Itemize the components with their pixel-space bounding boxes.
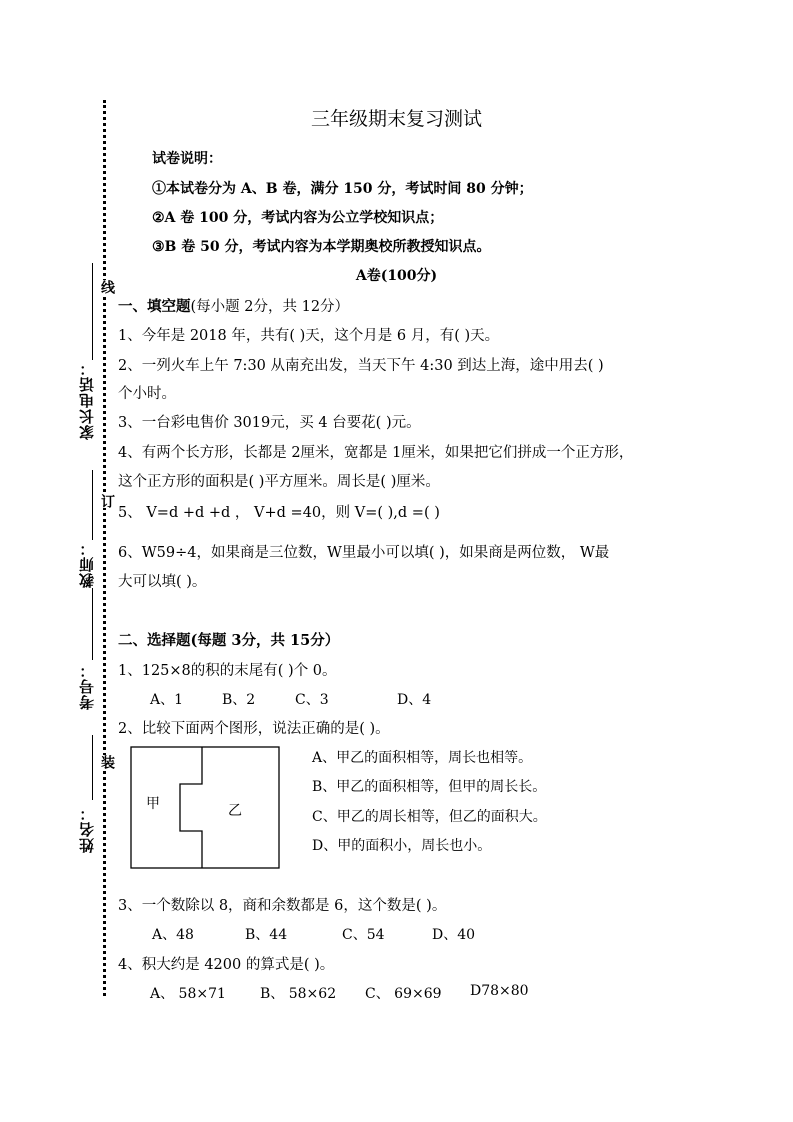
section1-heading — [118, 295, 349, 316]
q3-option-a: A、48 — [152, 927, 194, 943]
figure-divider — [180, 747, 202, 868]
binding-mark-zhuang: 装 — [99, 755, 115, 769]
q1-option-c: C、3 — [295, 692, 329, 708]
q2-option-b: B、甲乙的面积相等，但甲的周长长。 — [312, 779, 547, 795]
q2-option-c: C、甲乙的周长相等，但乙的面积大。 — [312, 809, 547, 825]
fill-q2-cont: 个小时。 — [118, 386, 176, 402]
choice-q3: 3、一个数除以 8，商和余数都是 6，这个数是( )。 — [118, 898, 447, 914]
instruction-2: ②A 卷 100 分，考试内容为公立学校知识点； — [152, 210, 444, 226]
section2-heading — [118, 629, 339, 650]
choice-q2: 2、比较下面两个图形，说法正确的是( )。 — [118, 721, 390, 737]
q4-option-c: C、 69×69 — [365, 986, 442, 1002]
paper-a-heading: A卷(100分) — [355, 268, 438, 284]
name-underline — [92, 735, 93, 800]
teacher-underline — [92, 470, 93, 540]
fill-q5: 5、 V=d +d +d ， V+d =40，则 V=( ),d =( ) — [118, 505, 440, 521]
section1-note: (每小题 2分，共 12分） — [190, 299, 350, 315]
fill-q1: 1、今年是 2018 年，共有( )天，这个月是 6 月，有( )天。 — [118, 328, 500, 344]
margin-label-phone: 家长电话： — [78, 360, 96, 440]
figure-label-yi: 乙 — [228, 803, 242, 819]
instructions-heading: 试卷说明： — [152, 151, 222, 167]
examno-underline — [92, 638, 93, 660]
section1-title: 一、填空题 — [118, 298, 191, 315]
q1-option-b: B、2 — [222, 692, 256, 708]
q2-option-a: A、甲乙的面积相等，周长也相等。 — [312, 750, 533, 766]
margin-label-teacher: 教师： — [78, 540, 96, 588]
teacher-underline-2 — [92, 588, 93, 638]
fill-q3: 3、一台彩电售价 3019元，买 4 台要花( )元。 — [118, 415, 421, 431]
fill-q4-cont: 这个正方形的面积是( )平方厘米。周长是( )厘米。 — [118, 474, 440, 490]
instruction-1: ①本试卷分为 A、B 卷，满分 150 分，考试时间 80 分钟； — [152, 181, 533, 197]
fill-q4: 4、有两个长方形，长都是 2厘米，宽都是 1厘米，如果把它们拼成一个正方形， — [118, 445, 634, 461]
binding-dotted-line — [103, 100, 106, 996]
q4-option-b: B、 58×62 — [260, 986, 337, 1002]
margin-label-exam-number: 考号： — [78, 662, 96, 710]
choice-q1: 1、125×8的积的末尾有( )个 0。 — [118, 663, 337, 679]
section2-note: (每题 3分，共 15分） — [190, 632, 340, 649]
section2-title: 二、选择题 — [118, 632, 191, 649]
choice-q4: 4、积大约是 4200 的算式是( )。 — [118, 957, 335, 973]
fill-q6: 6、W59÷4，如果商是三位数，W里最小可以填( )，如果商是两位数， W最 — [118, 545, 610, 561]
fill-q2: 2、一列火车上午 7:30 从南充出发，当天下午 4:30 到达上海，途中用去( ) — [118, 358, 604, 374]
binding-mark-ding: 订 — [99, 494, 115, 508]
q3-option-b: B、44 — [245, 927, 288, 943]
q1-option-a: A、1 — [150, 692, 184, 708]
q3-option-c: C、54 — [342, 927, 385, 943]
q2-option-d: D、甲的面积小，周长也小。 — [312, 838, 492, 854]
margin-label-name: 姓名： — [78, 805, 96, 853]
q3-option-d: D、40 — [432, 927, 476, 943]
q4-option-a: A、 58×71 — [150, 986, 226, 1002]
instruction-3: ③B 卷 50 分，考试内容为本学期奥校所教授知识点。 — [152, 239, 491, 255]
binding-mark-xian: 线 — [99, 280, 115, 294]
q4-option-d: D78×80 — [470, 983, 529, 999]
figure-label-jia: 甲 — [146, 796, 160, 812]
fill-q6-cont: 大可以填( )。 — [118, 574, 207, 590]
q1-option-d: D、4 — [397, 692, 432, 708]
page-title: 三年级期末复习测试 — [310, 108, 482, 130]
